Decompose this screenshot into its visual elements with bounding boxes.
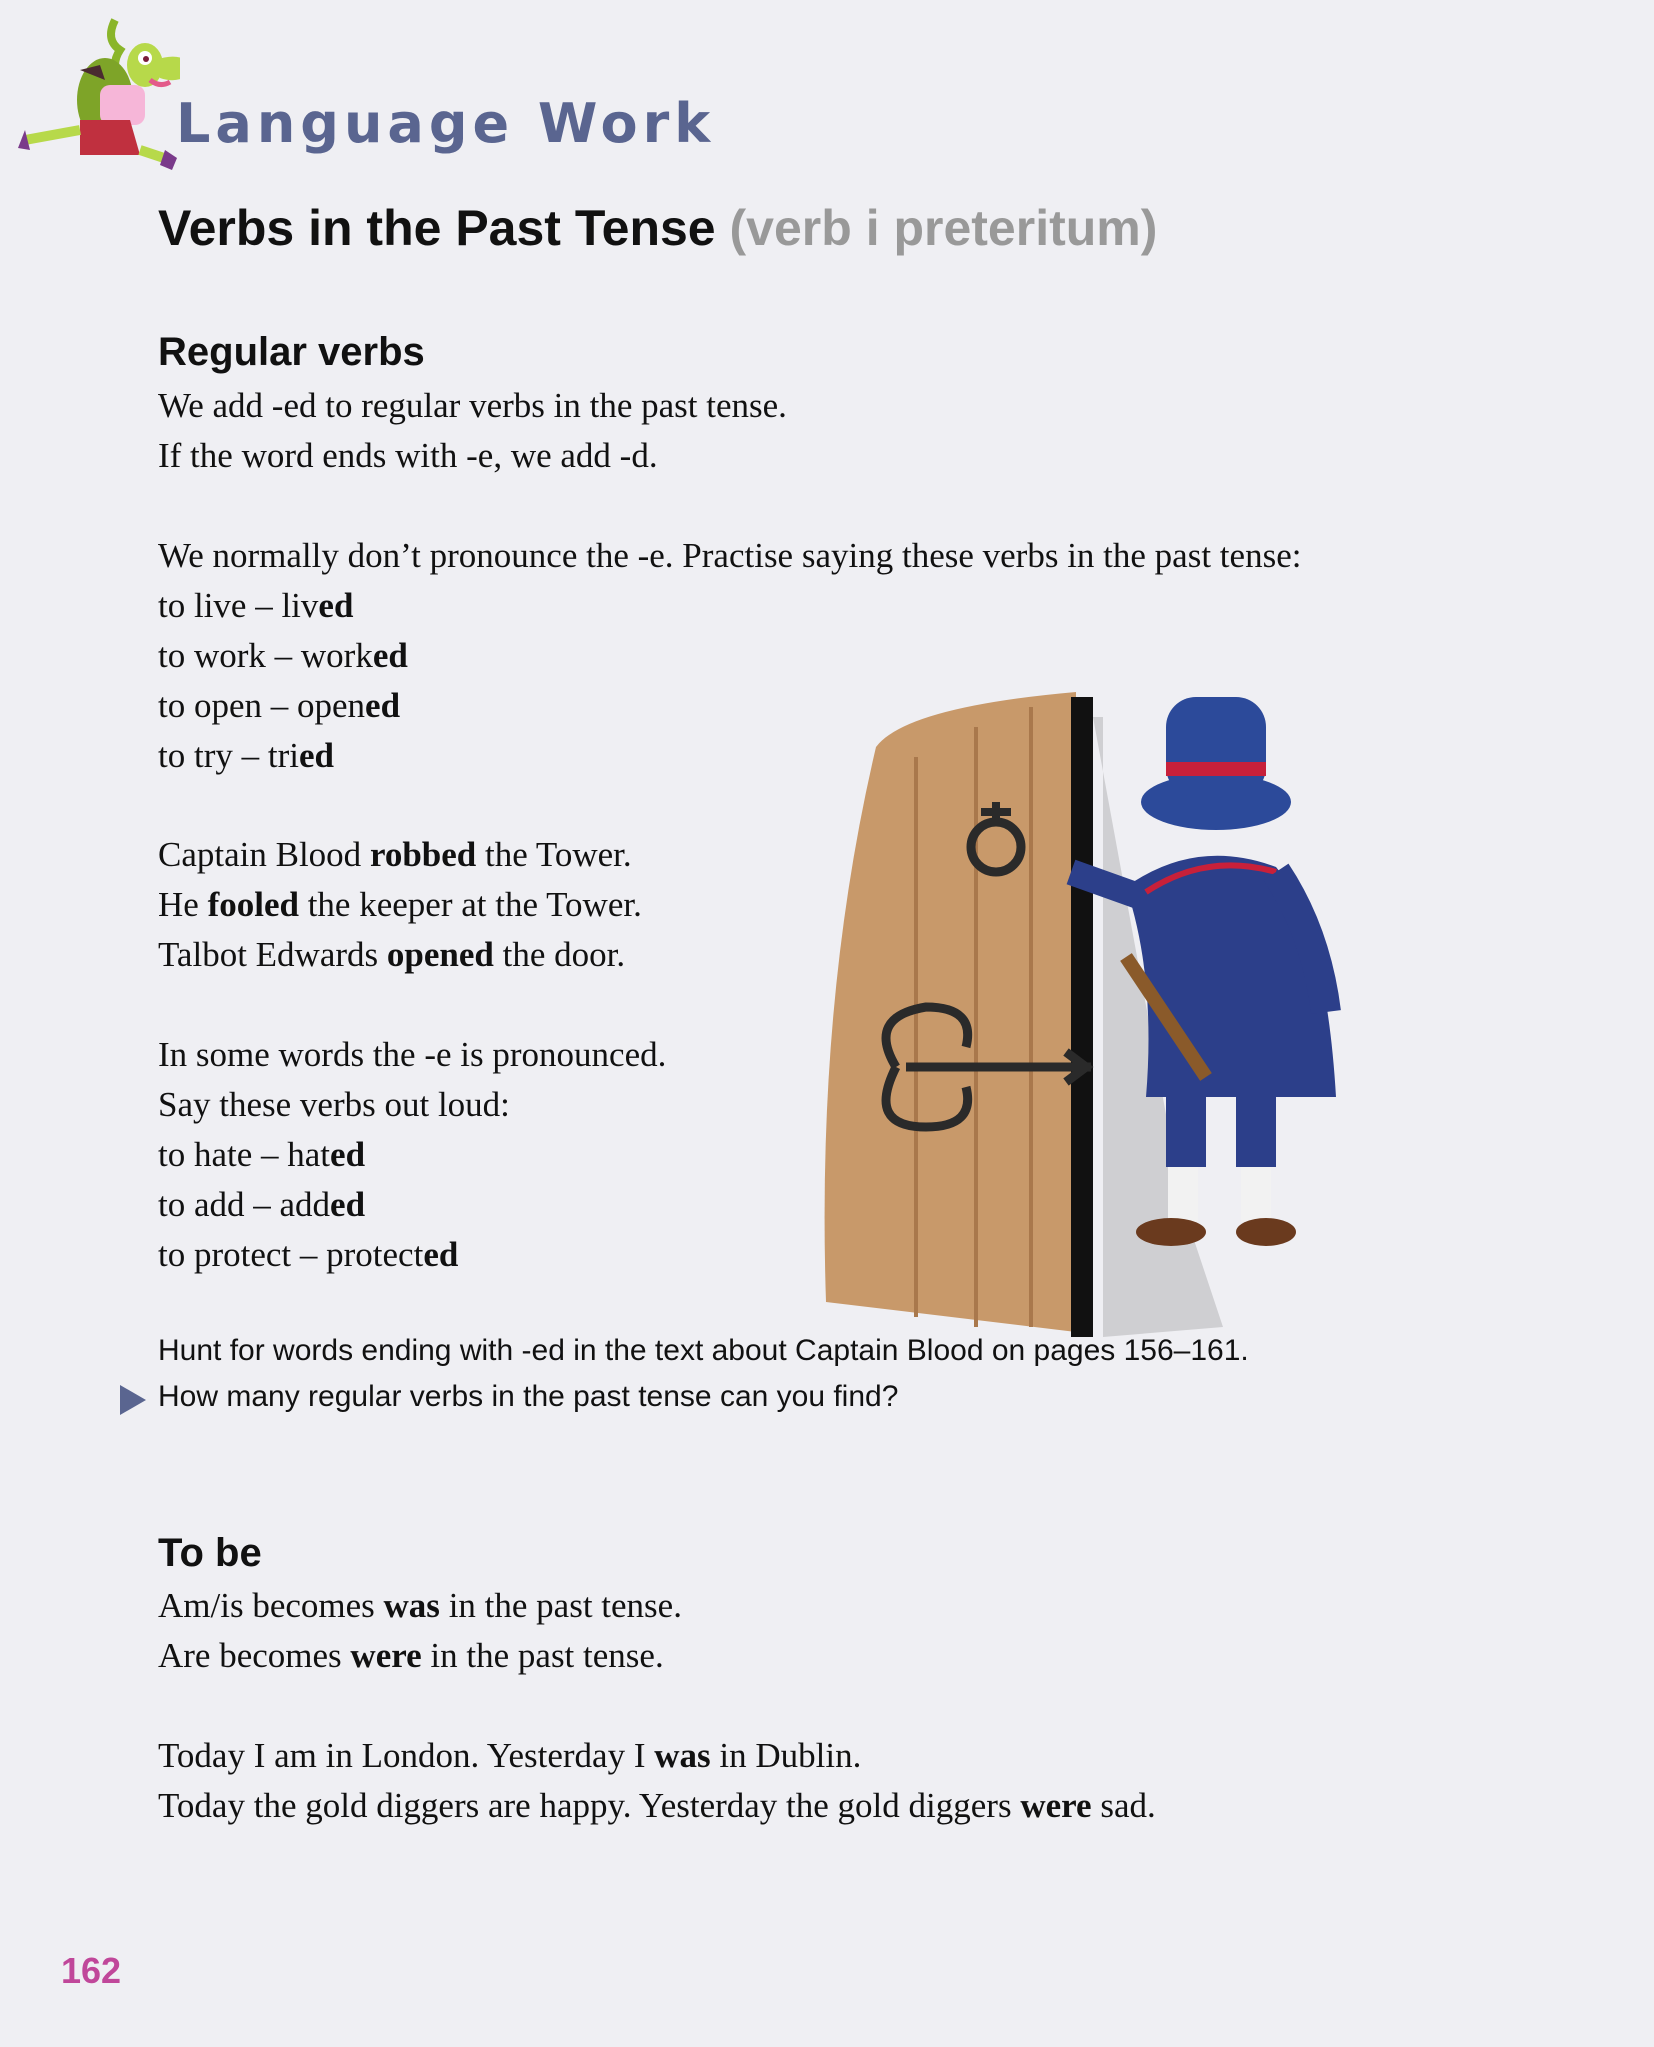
bold-verb: was (654, 1736, 711, 1775)
title-main: Verbs in the Past Tense (158, 200, 716, 256)
bold-verb: ed (372, 636, 408, 675)
text-line (158, 880, 642, 930)
text-segment: In some words the -e is pronounced. (158, 1035, 667, 1074)
text-segment: Are becomes (158, 1636, 351, 1675)
bold-verb: opened (386, 935, 494, 974)
task-line-1: Hunt for words ending with -ed in the text about Captain Blood on pages 156–161. (158, 1334, 1249, 1367)
to-be-rules (158, 1581, 682, 1681)
section-label: Language Work (176, 92, 716, 155)
page-number: 162 (61, 1950, 122, 1991)
text-segment: to protect – protect (158, 1235, 424, 1274)
task-line-2: How many regular verbs in the past tense can you find? (158, 1380, 899, 1413)
text-segment: in the past tense. (421, 1636, 664, 1675)
text-line (158, 830, 642, 880)
bold-verb: were (1020, 1786, 1092, 1825)
text-segment: in Dublin. (710, 1736, 862, 1775)
page-title (158, 196, 1157, 260)
text-line (158, 1080, 666, 1130)
text-segment: to try – tri (158, 736, 299, 775)
to-be-examples (158, 1731, 1156, 1831)
task-text (158, 1328, 1249, 1420)
text-line (158, 1180, 666, 1230)
dragon-mascot-icon (10, 10, 180, 170)
text-segment: to live – liv (158, 586, 319, 625)
door-and-guard-illustration (796, 627, 1516, 1367)
text-segment: Talbot Edwards (158, 935, 387, 974)
bold-verb: ed (318, 586, 354, 625)
bold-verb: ed (298, 736, 334, 775)
text-line (158, 381, 787, 431)
regular-rules (158, 381, 787, 481)
text-line (158, 1230, 666, 1280)
to-be-heading: To be (158, 1531, 262, 1575)
text-line (158, 531, 1301, 581)
text-segment: to open – open (158, 686, 366, 725)
text-segment: Say these verbs out loud: (158, 1085, 510, 1124)
text-segment: to add – add (158, 1185, 331, 1224)
text-segment: We add -ed to regular verbs in the past tense. (158, 386, 787, 425)
text-segment: We normally don’t pronounce the -e. Practise saying these verbs in the past tense: (158, 536, 1302, 575)
pronounced-e-examples (158, 1030, 666, 1280)
bold-verb: were (350, 1636, 422, 1675)
bold-verb: ed (330, 1135, 366, 1174)
text-line (158, 1731, 1156, 1781)
bold-verb: ed (423, 1235, 459, 1274)
text-segment: Today I am in London. Yesterday I (158, 1736, 655, 1775)
text-line (158, 1130, 666, 1180)
text-line (158, 1581, 682, 1631)
text-line (158, 1030, 666, 1080)
text-segment: the Tower. (476, 835, 632, 874)
regular-verbs-heading: Regular verbs (158, 330, 425, 374)
text-segment: Captain Blood (158, 835, 370, 874)
text-segment: Am/is becomes (158, 1586, 384, 1625)
task-arrow-icon (120, 1385, 146, 1415)
bold-verb: fooled (207, 885, 299, 924)
bold-verb: robbed (369, 835, 477, 874)
text-segment: to hate – hat (158, 1135, 331, 1174)
text-segment: to work – work (158, 636, 373, 675)
bold-verb: was (383, 1586, 440, 1625)
text-segment: sad. (1091, 1786, 1156, 1825)
text-segment: He (158, 885, 208, 924)
bold-verb: ed (365, 686, 401, 725)
story-examples (158, 830, 642, 980)
text-segment: the door. (493, 935, 626, 974)
text-line (158, 431, 787, 481)
bold-verb: ed (330, 1185, 366, 1224)
text-segment: in the past tense. (439, 1586, 682, 1625)
text-segment: Today the gold diggers are happy. Yesterday the gold diggers (158, 1786, 1021, 1825)
text-segment: the keeper at the Tower. (298, 885, 642, 924)
text-line (158, 1631, 682, 1681)
text-line (158, 1781, 1156, 1831)
text-line (158, 581, 1301, 631)
text-segment: If the word ends with -e, we add -d. (158, 436, 658, 475)
text-line (158, 930, 642, 980)
title-subtitle: (verb i preteritum) (729, 200, 1158, 256)
